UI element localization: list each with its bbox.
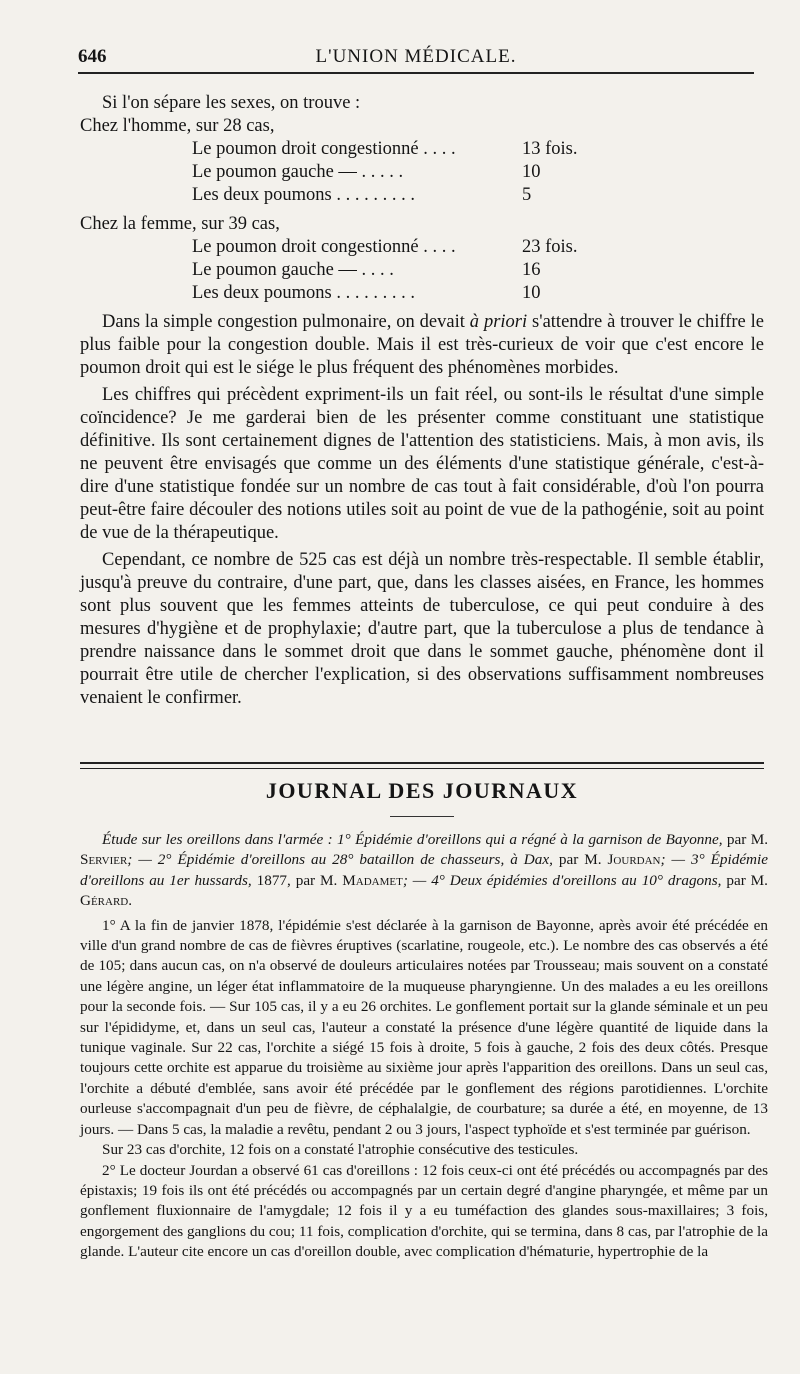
women-table: [192, 236, 578, 305]
table-row: [192, 138, 578, 161]
running-title: L'UNION MÉDICALE.: [315, 46, 517, 67]
row-label: Les deux poumons . . . . . . . . .: [192, 283, 416, 303]
section-paragraph-1: 1° A la fin de janvier 1878, l'épidémie s'est déclarée à la garnison de Bayonne, après avoir été précédée en ville d'un grand nombre de cas de fièvres éruptives (scarlatine, rougeole, etc.). Le nombre des cas observés a été de 105; dans aucun cas, on n'a observé de douleurs articulaires notées par Trousseau; mais souvent on a constaté une légère angine, un léger état inflammatoire de la muqueuse pharyngienne. Un des malades a eu les oreillons pour la seconde fois. — Sur 105 cas, il y a eu 26 orchites. Le gonflement portait sur la glande séminale et un peu sur l'épididyme, et, dans un seul cas, l'auteur a constaté la présence d'une légère quantité de liquide dans la tunique vaginale. Sur 22 cas, l'orchite a siégé 15 fois à droite, 5 fois à gauche, 2 fois des deux côtés. Presque toujours cette orchite est apparue du troisième au sixième jour après l'apparition des oreillons. Dans un seul cas, l'orchite a débuté d'emblée, sans avoir été précédée par le gonflement des régions parotidiennes. L'orchite ourleuse s'accompagnait d'un peu de fièvre, de céphalalgie, de courbature; sa durée a été, en moyenne, de 13 jours. — Dans 5 cas, la maladie a revêtu, pendant 2 ou 3 jours, l'aspect typhoïde et s'est terminée par guérison.: [80, 916, 768, 1138]
table-row: [192, 184, 578, 207]
table-row: [192, 259, 578, 282]
paragraph-1-emphasis: à priori: [469, 312, 528, 332]
row-label: Le poumon droit congestionné . . . .: [192, 139, 456, 159]
citation-by-2: par M.: [552, 851, 608, 869]
title-underline: [390, 816, 454, 817]
citation-title-4: ; — 4° Deux épidémies d'oreillons au 10° dragons,: [402, 871, 722, 889]
citation-title-3: ; — 3° Épidémie d'oreillons au 1er hussards,: [80, 851, 768, 889]
citation-title-1: Étude sur les oreillons dans l'armée : 1° Épidémie d'oreillons qui a régné à la garnison de Bayonne,: [102, 831, 723, 848]
women-heading: Chez la femme, sur 39 cas,: [80, 214, 280, 234]
citation-author-4: Gérard: [80, 892, 129, 910]
table-row: [192, 161, 578, 184]
row-label: Le poumon droit congestionné . . . .: [192, 237, 456, 257]
page-header: [78, 42, 754, 74]
row-label: Les deux poumons . . . . . . . . .: [192, 185, 416, 205]
main-text: [80, 92, 764, 710]
journal-section: [80, 830, 768, 1263]
paragraph-2: Les chiffres qui précèdent expriment-ils un fait réel, ou sont-ils le résultat d'une simple coïncidence? Je me garderai bien de les présenter comme constituant une statistique définitive. Ils sont certainement dignes de l'attention des statisticiens. Mais, à mon avis, ils ne peuvent être envisagés que comme un des éléments d'une statistique générale, c'est-à-dire d'une statistique fondée sur un nombre de cas tout à fait considérable, d'où l'on pourra peut-être faire découler des notions utiles soit au point de vue de la pathogénie, soit au point de vue de la thérapeutique.: [80, 385, 764, 543]
row-value: 5: [522, 185, 532, 205]
men-heading: Chez l'homme, sur 28 cas,: [80, 116, 275, 136]
citation-end: .: [128, 892, 133, 910]
row-label: Le poumon gauche — . . . .: [192, 260, 394, 280]
paragraph-1-end: s'attendre à trouver le chiffre le plus faible pour la congestion double. Mais il est très-curieux de voir que c'est encore le poumon droit qui est le siége le plus fréquent des phénomènes morbides.: [80, 312, 764, 378]
paragraph-3: Cependant, ce nombre de 525 cas est déjà un nombre très-respectable. Il semble établir, jusqu'à preuve du contraire, d'une part, que, dans les classes aisées, en France, les hommes sont plus souvent que les femmes atteints de tuberculose, ce qui peut conduire à des mesures d'hygiène et de prophylaxie; d'autre part, que la tuberculose a plus de tendance à prendre naissance dans le sommet droit que dans le sommet gauche, phénomène dont il pourrait être utile de chercher l'explication, si des observations suffisamment nombreuses venaient le confirmer.: [80, 550, 764, 708]
row-label: Le poumon gauche — . . . . .: [192, 162, 404, 182]
table-row: [192, 236, 578, 259]
table-row: [192, 282, 578, 305]
citation-author-2: Jourdan: [607, 851, 661, 869]
section-paragraph-3: 2° Le docteur Jourdan a observé 61 cas d'oreillons : 12 fois ceux-ci ont été précédés ou accompagnés par des épistaxis; 19 fois ils ont été précédés ou accompagnés par un certain degré d'angine pharyngée, et même par un gonflement fluxionnaire de l'amygdale; 12 fois il y a eu tuméfaction des glandes sous-maxillaires; 3 fois, engorgement des ganglions du cou; 11 fois, complication d'orchite, qui se termina, dans 8 cas, par l'atrophie de la glande. L'auteur cite encore un cas d'oreillon double, avec complication d'hématurie, hypertrophie de la: [80, 1161, 768, 1261]
row-value: 23 fois.: [522, 237, 578, 257]
citation-author-1: Servier: [80, 851, 128, 869]
men-table: [192, 138, 578, 207]
citation-by-4: par M.: [721, 871, 768, 889]
paragraph-1: [80, 311, 764, 380]
row-value: 10: [522, 283, 541, 303]
intro-line: Si l'on sépare les sexes, on trouve :: [102, 93, 361, 113]
page-number: 646: [78, 46, 107, 67]
paragraph-1-start: Dans la simple congestion pulmonaire, on devait: [102, 312, 470, 332]
row-value: 16: [522, 260, 541, 280]
section-title: JOURNAL DES JOURNAUX: [265, 778, 579, 803]
citation-by-3: 1877, par M.: [251, 871, 343, 889]
section-paragraph-2: Sur 23 cas d'orchite, 12 fois on a constaté l'atrophie consécutive des testicules.: [102, 1141, 579, 1159]
row-value: 10: [522, 162, 541, 182]
citation-author-3: Madamet: [342, 871, 403, 889]
citation-title-2: ; — 2° Épidémie d'oreillons au 28° bataillon de chasseurs, à Dax,: [127, 851, 553, 869]
section-divider: [80, 762, 764, 769]
citation-by-1: par M.: [722, 831, 768, 848]
citation: [80, 830, 768, 912]
row-value: 13 fois.: [522, 139, 578, 159]
